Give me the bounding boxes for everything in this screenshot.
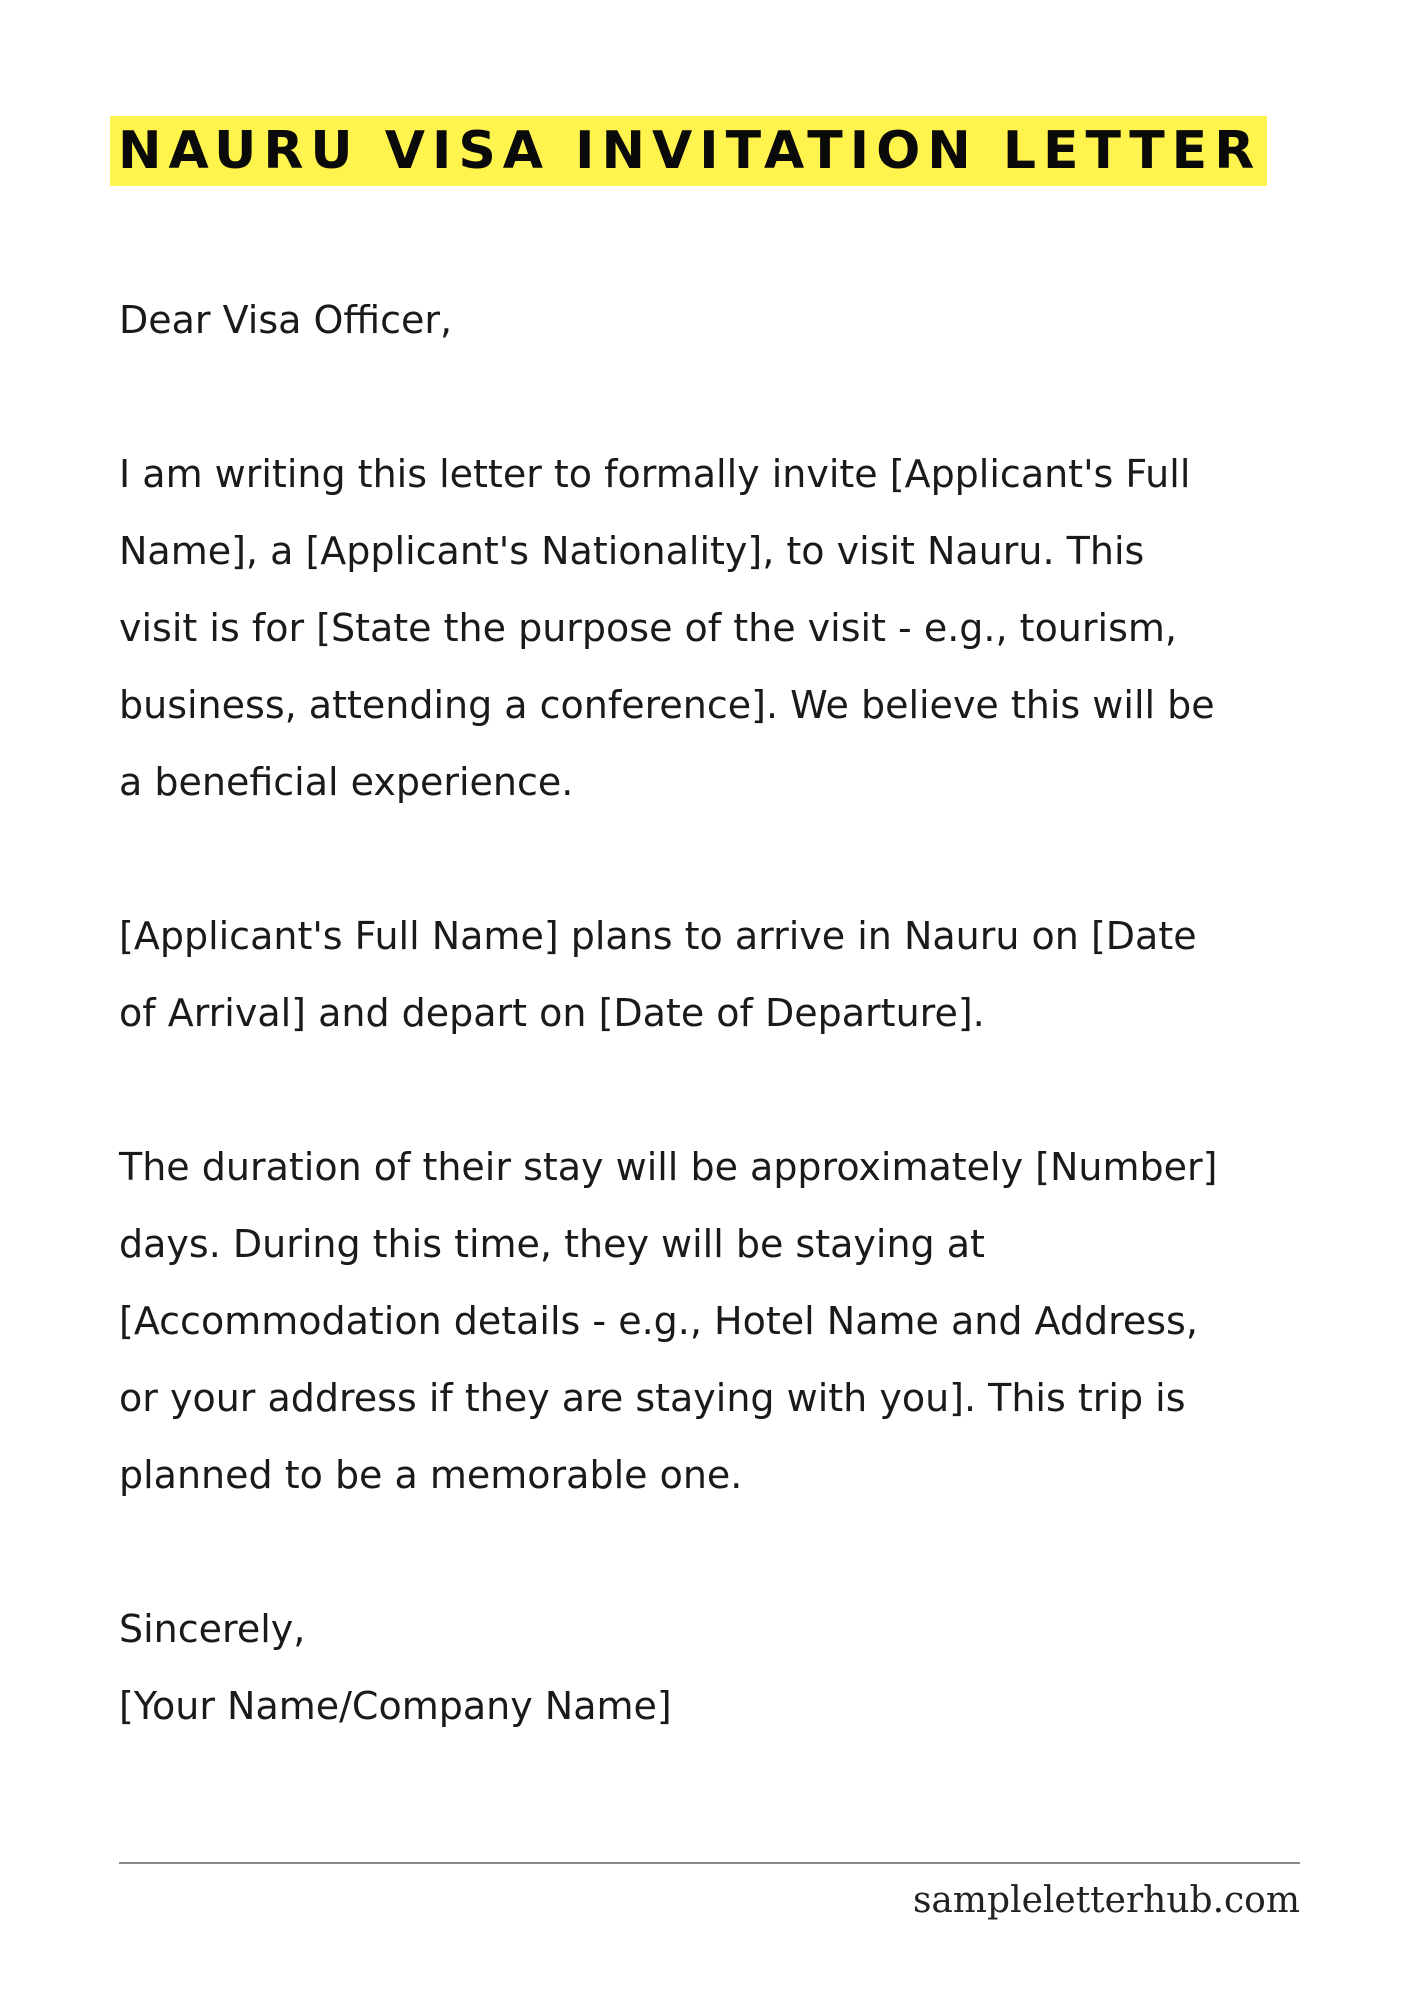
title-block xyxy=(110,116,1267,186)
paragraph-line: or your address if they are staying with you]. This trip is xyxy=(119,1376,1186,1420)
page-title: NAURU VISA INVITATION LETTER xyxy=(110,116,1267,186)
paragraph-line: business, attending a conference]. We believe this will be xyxy=(119,683,1215,727)
paragraph-invitation xyxy=(119,436,1369,821)
paragraph-line: visit is for [State the purpose of the visit - e.g., tourism, xyxy=(119,606,1177,650)
paragraph-gap xyxy=(119,359,1369,436)
sign-off xyxy=(119,1591,1369,1745)
footer-divider xyxy=(119,1862,1300,1864)
salutation: Dear Visa Officer, xyxy=(119,298,453,342)
signature: [Your Name/Company Name] xyxy=(119,1684,672,1728)
paragraph-gap xyxy=(119,1514,1369,1591)
closing: Sincerely, xyxy=(119,1607,306,1651)
paragraph-line: planned to be a memorable one. xyxy=(119,1453,743,1497)
paragraph-line: [Applicant's Full Name] plans to arrive in Nauru on [Date xyxy=(119,914,1197,958)
paragraph-gap xyxy=(119,821,1369,898)
footer-site: sampleletterhub.com xyxy=(912,1880,1300,1921)
paragraph-line: The duration of their stay will be approximately [Number] xyxy=(119,1145,1218,1189)
paragraph-line: Name], a [Applicant's Nationality], to visit Nauru. This xyxy=(119,529,1145,573)
paragraph-line: of Arrival] and depart on [Date of Departure]. xyxy=(119,991,985,1035)
paragraph-gap xyxy=(119,1052,1369,1129)
paragraph-line: a beneficial experience. xyxy=(119,760,574,804)
paragraph-line: I am writing this letter to formally invite [Applicant's Full xyxy=(119,452,1191,496)
paragraph-line: days. During this time, they will be staying at xyxy=(119,1222,985,1266)
letter-body xyxy=(119,282,1369,1745)
paragraph-travel-dates xyxy=(119,898,1369,1052)
paragraph-line: [Accommodation details - e.g., Hotel Name and Address, xyxy=(119,1299,1198,1343)
paragraph-stay-details xyxy=(119,1129,1369,1514)
